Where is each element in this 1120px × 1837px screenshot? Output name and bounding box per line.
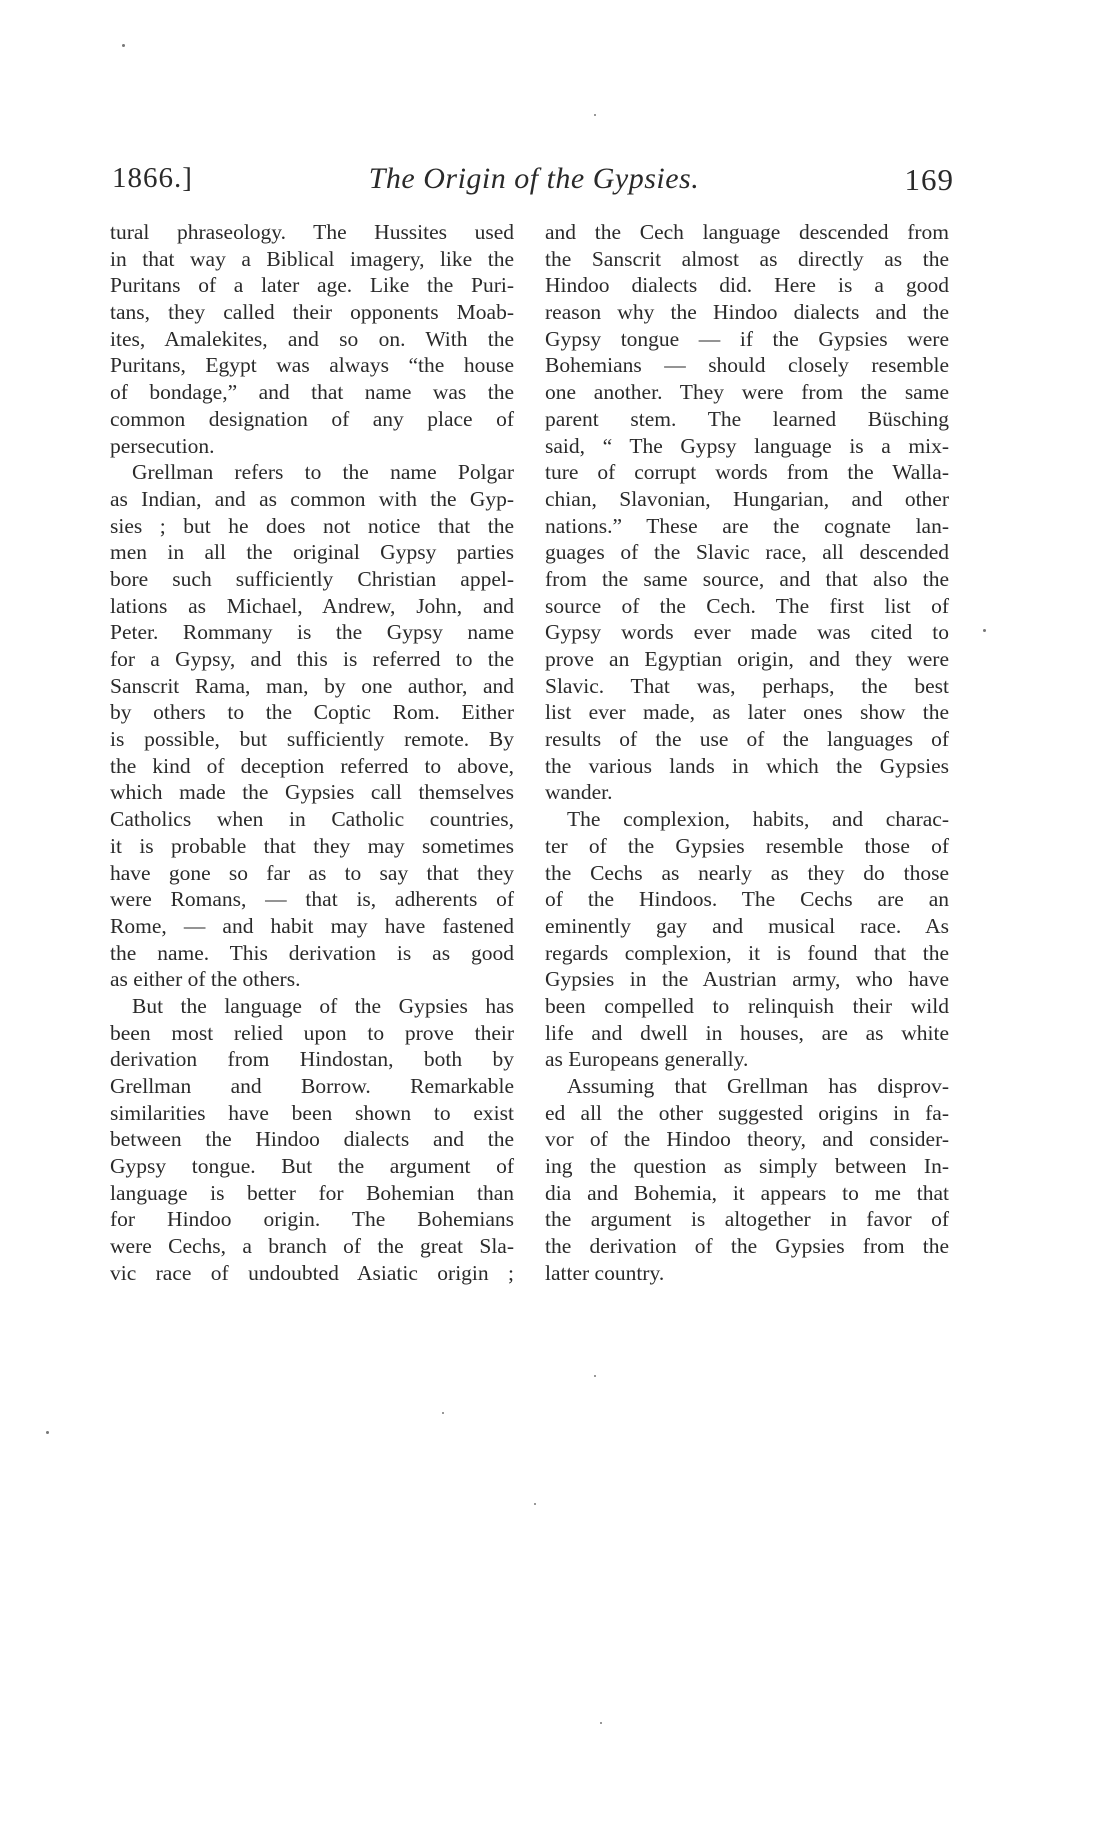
text-line: as Europeans generally. [545, 1047, 749, 1072]
text-line: bore such sufficiently Christian appel- [110, 566, 514, 591]
text-line: latter country. [545, 1260, 665, 1285]
text-line: vic race of undoubted Asiatic origin ; [110, 1260, 514, 1285]
text-line: the argument is altogether in favor of [545, 1207, 949, 1232]
text-line: The complexion, habits, and charac- [567, 807, 949, 832]
paragraph [545, 219, 949, 806]
text-line: ter of the Gypsies resemble those of [545, 833, 949, 858]
text-line: chian, Slavonian, Hungarian, and other [545, 486, 949, 511]
text-line: ing the question as simply between In- [545, 1154, 949, 1179]
scan-speck [600, 1722, 602, 1724]
text-line: the Sanscrit almost as directly as the [545, 246, 949, 271]
text-line: have gone so far as to say that they [110, 860, 514, 885]
text-line: wander. [545, 780, 613, 805]
text-line: reason why the Hindoo dialects and the [545, 300, 949, 325]
text-line: one another. They were from the same [545, 380, 949, 405]
text-line: Rome, — and habit may have fastened [110, 913, 514, 938]
scan-speck [46, 1431, 49, 1434]
left-column [110, 219, 514, 1287]
text-line: from the same source, and that also the [545, 566, 949, 591]
text-line: eminently gay and musical race. As [545, 913, 949, 938]
header-title: The Origin of the Gypsies. [368, 162, 700, 195]
text-line: lations as Michael, Andrew, John, and [110, 593, 514, 618]
text-line: Assuming that Grellman has disprov- [567, 1074, 949, 1098]
text-line: Bohemians — should closely resemble [545, 353, 949, 378]
text-line: tural phraseology. The Hussites used [110, 220, 514, 244]
text-line: for a Gypsy, and this is referred to the [110, 647, 514, 671]
text-line: Peter. Rommany is the Gypsy name [110, 620, 514, 645]
page-number: 169 [904, 162, 954, 197]
text-line: persecution. [110, 433, 215, 458]
text-line: Puritans of a later age. Like the Puri- [110, 273, 514, 298]
text-line: the derivation of the Gypsies from the [545, 1234, 949, 1259]
text-line: for Hindoo origin. The Bohemians [110, 1207, 514, 1232]
text-line: of bondage,” and that name was the [110, 380, 514, 405]
text-line: as Indian, and as common with the Gyp- [110, 486, 514, 511]
text-line: But the language of the Gypsies has [132, 993, 514, 1018]
text-line: Slavic. That was, perhaps, the best [545, 673, 949, 698]
text-line: the kind of deception referred to above, [110, 753, 514, 778]
text-line: the various lands in which the Gypsies [545, 753, 949, 778]
text-line: common designation of any place of [110, 406, 514, 431]
scan-speck [594, 1375, 596, 1377]
text-line: Grellman and Borrow. Remarkable [110, 1074, 514, 1098]
text-line: results of the use of the languages of [545, 727, 949, 752]
text-line: it is probable that they may sometimes [110, 833, 514, 858]
running-header [112, 160, 956, 206]
text-line: source of the Cech. The first list of [545, 593, 949, 618]
text-line: the name. This derivation is as good [110, 940, 514, 965]
paragraph [545, 806, 949, 1073]
header-year: 1866.] [112, 162, 193, 194]
scan-speck [983, 629, 986, 632]
text-line: Gypsies in the Austrian army, who have [545, 967, 949, 992]
scan-speck [122, 44, 125, 47]
text-line: vor of the Hindoo theory, and consider- [545, 1127, 949, 1152]
text-line: in that way a Biblical imagery, like the [110, 246, 514, 271]
text-line: tans, they called their opponents Moab- [110, 300, 514, 325]
text-line: ites, Amalekites, and so on. With the [110, 326, 514, 351]
text-line: ed all the other suggested origins in fa- [545, 1100, 949, 1125]
text-line: Gypsy words ever made was cited to [545, 620, 949, 645]
text-line: were Romans, — that is, adherents of [110, 887, 514, 912]
text-line: Catholics when in Catholic countries, [110, 807, 514, 832]
paragraph [110, 219, 514, 459]
right-column [545, 219, 949, 1287]
paragraph [110, 993, 514, 1287]
scan-speck [594, 114, 596, 116]
text-line: similarities have been shown to exist [110, 1100, 514, 1125]
text-line: life and dwell in houses, are as white [545, 1020, 949, 1045]
text-line: said, “ The Gypsy language is a mix- [545, 433, 949, 458]
text-line: language is better for Bohemian than [110, 1180, 514, 1205]
text-line: Sanscrit Rama, man, by one author, and [110, 673, 514, 698]
scan-speck [534, 1503, 536, 1505]
paragraph [110, 459, 514, 993]
text-line: guages of the Slavic race, all descended [545, 540, 949, 565]
paragraph [545, 1073, 949, 1287]
text-line: which made the Gypsies call themselves [110, 780, 514, 805]
text-line: derivation from Hindostan, both by [110, 1047, 514, 1072]
scan-speck [442, 1412, 444, 1414]
text-line: Gypsy tongue — if the Gypsies were [545, 326, 949, 351]
text-line: the Cechs as nearly as they do those [545, 860, 949, 885]
text-line: parent stem. The learned Büsching [545, 406, 949, 431]
text-line: between the Hindoo dialects and the [110, 1127, 514, 1152]
text-line: is possible, but sufficiently remote. By [110, 727, 514, 752]
text-line: Puritans, Egypt was always “the house [110, 353, 514, 378]
text-line: and the Cech language descended from [545, 220, 949, 244]
text-line: nations.” These are the cognate lan- [545, 513, 949, 538]
text-line: men in all the original Gypsy parties [110, 540, 514, 565]
text-line: Hindoo dialects did. Here is a good [545, 273, 949, 298]
text-line: been compelled to relinquish their wild [545, 993, 949, 1018]
text-line: list ever made, as later ones show the [545, 700, 949, 725]
text-line: prove an Egyptian origin, and they were [545, 647, 949, 671]
text-line: regards complexion, it is found that the [545, 940, 949, 965]
text-line: Grellman refers to the name Polgar [132, 460, 514, 485]
text-line: sies ; but he does not notice that the [110, 513, 514, 538]
text-line: as either of the others. [110, 967, 301, 992]
text-line: of the Hindoos. The Cechs are an [545, 887, 949, 912]
text-line: dia and Bohemia, it appears to me that [545, 1180, 949, 1205]
text-line: ture of corrupt words from the Walla- [545, 460, 949, 485]
text-line: were Cechs, a branch of the great Sla- [110, 1234, 514, 1259]
text-line: been most relied upon to prove their [110, 1020, 514, 1045]
text-line: Gypsy tongue. But the argument of [110, 1154, 514, 1179]
text-line: by others to the Coptic Rom. Either [110, 700, 514, 725]
